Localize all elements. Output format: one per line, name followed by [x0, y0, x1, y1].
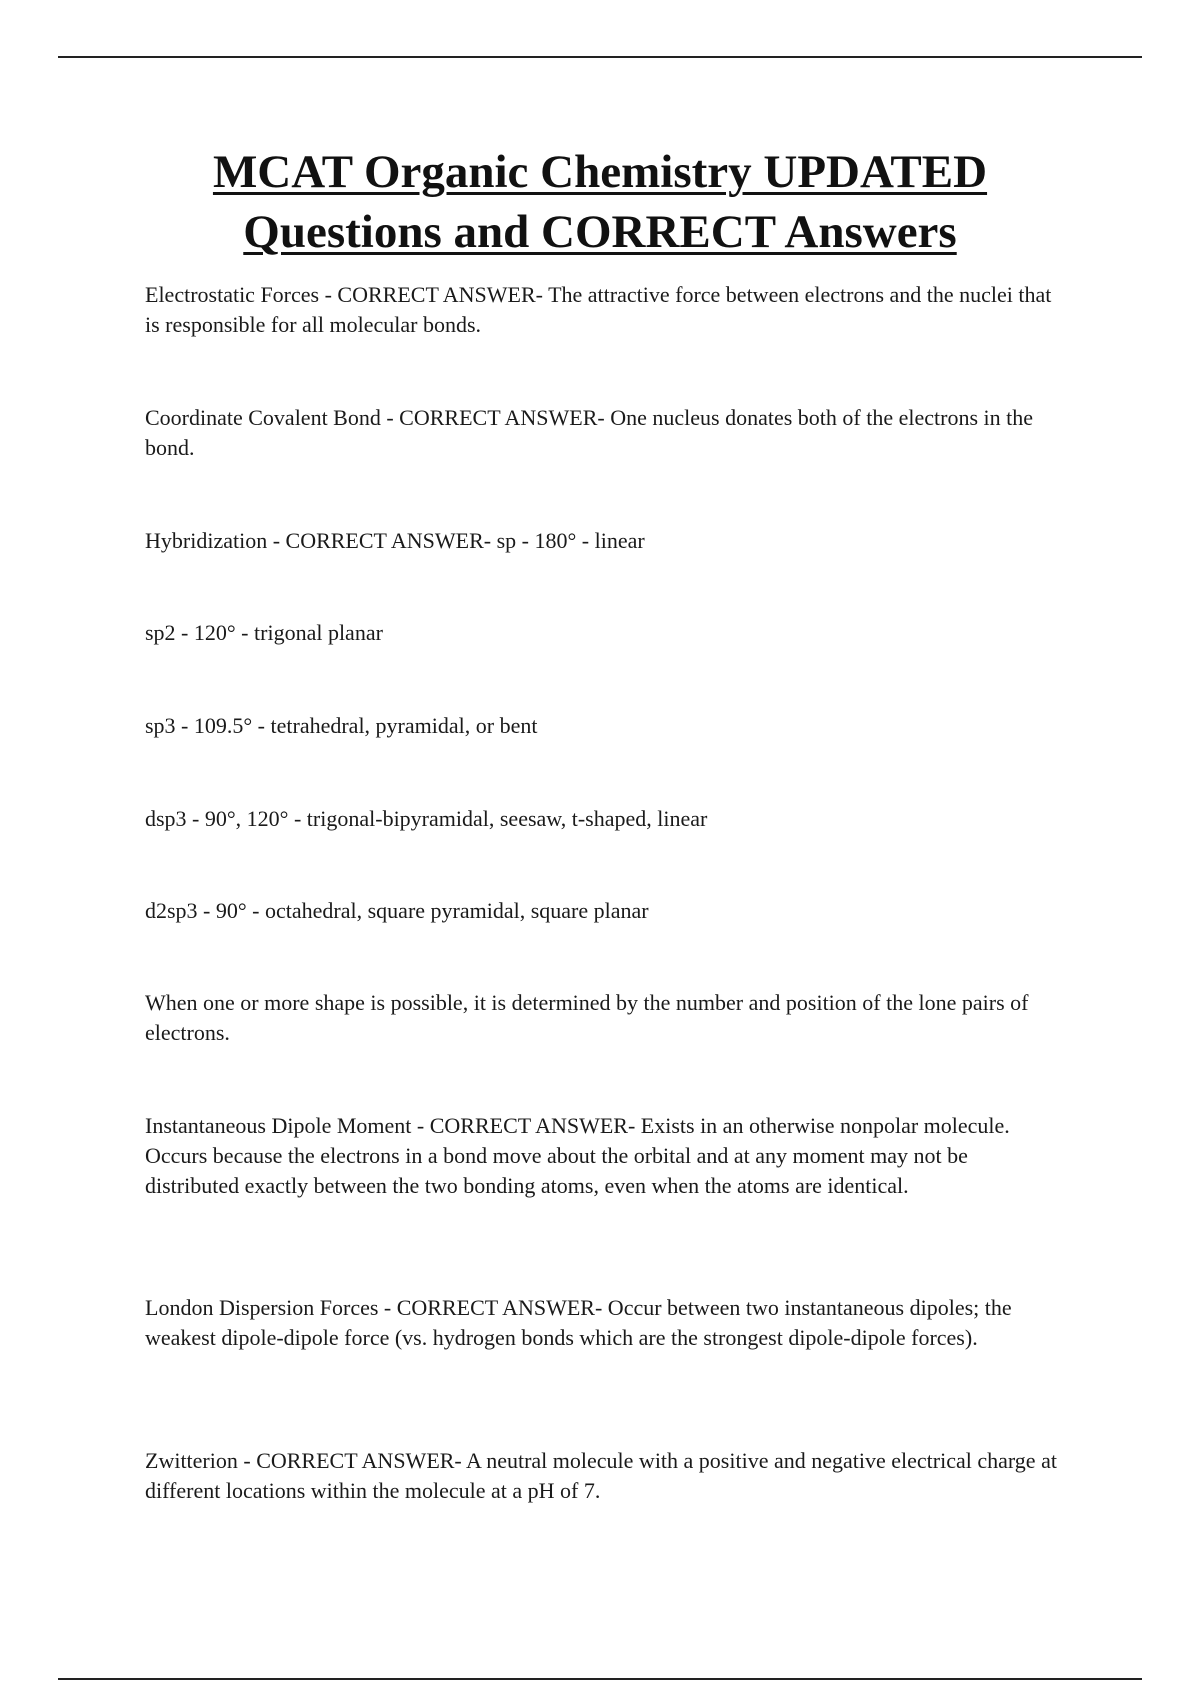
header-rule [58, 56, 1142, 58]
title-line-1: MCAT Organic Chemistry UPDATED [212, 146, 988, 198]
entry-instantaneous-dipole-moment: Instantaneous Dipole Moment - CORRECT ANSWER- Exists in an otherwise nonpolar molecule. Occurs because the electrons in a bond move about the orbital and at any moment may not be distributed exactly between the two bonding atoms, even when the atoms are identical. [145, 1113, 1010, 1198]
footer-rule [58, 1678, 1142, 1680]
entry-london-dispersion-forces: London Dispersion Forces - CORRECT ANSWER- Occur between two instantaneous dipoles; the weakest dipole-dipole force (vs. hydrogen bonds which are the strongest dipole-dipole forces). [145, 1295, 1012, 1350]
entry-coordinate-covalent-bond: Coordinate Covalent Bond - CORRECT ANSWER- One nucleus donates both of the electrons in the bond. [145, 405, 1034, 460]
entry-d2sp3: d2sp3 - 90° - octahedral, square pyramidal, square planar [145, 898, 649, 923]
entry-sp2: sp2 - 120° - trigonal planar [145, 620, 383, 645]
entry-electrostatic-forces: Electrostatic Forces - CORRECT ANSWER- The attractive force between electrons and the nuclei that is responsible for all molecular bonds. [145, 282, 1052, 337]
entry-dsp3: dsp3 - 90°, 120° - trigonal-bipyramidal, seesaw, t-shaped, linear [145, 806, 708, 831]
title-line-2: Questions and CORRECT Answers [243, 206, 957, 258]
entry-shape-note: When one or more shape is possible, it is determined by the number and position of the lone pairs of electrons. [145, 990, 1029, 1045]
entry-hybridization: Hybridization - CORRECT ANSWER- sp - 180° - linear [145, 528, 645, 553]
entry-zwitterion: Zwitterion - CORRECT ANSWER- A neutral molecule with a positive and negative electrical charge at different locations within the molecule at a pH of 7. [145, 1448, 1057, 1503]
entry-sp3: sp3 - 109.5° - tetrahedral, pyramidal, or bent [145, 713, 538, 738]
document-title [80, 142, 1120, 262]
